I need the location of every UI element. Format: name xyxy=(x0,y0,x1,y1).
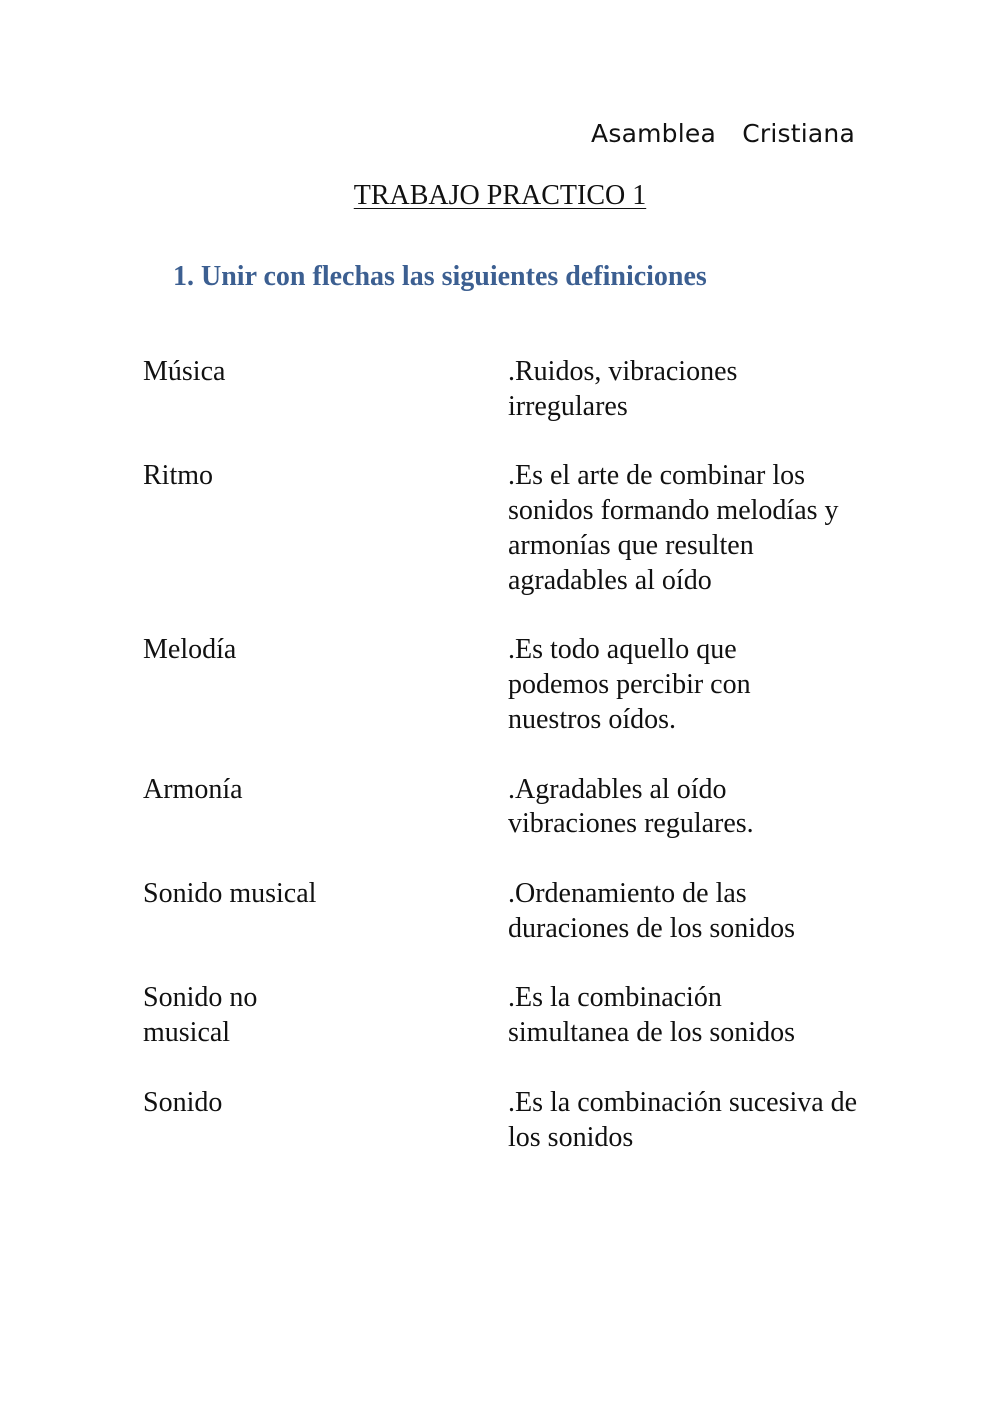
definition-agradables: .Agradables al oído vibraciones regulares. xyxy=(508,773,754,840)
matching-row xyxy=(0,1086,1000,1156)
term-sonido-no-musical: Sonido no musical xyxy=(143,982,258,1049)
definition-sucesiva: .Es la combinación sucesiva de los sonidos xyxy=(508,1086,858,1153)
term-musica: Música xyxy=(143,356,226,387)
instruction-text: 1. Unir con flechas las siguientes definiciones xyxy=(173,261,707,292)
matching-row xyxy=(0,355,1000,425)
term-melodia: Melodía xyxy=(143,634,237,666)
term-ritmo: Ritmo xyxy=(143,460,214,492)
page-title-text: TRABAJO PRACTICO 1 xyxy=(353,180,647,211)
matching-row xyxy=(0,773,1000,843)
matching-row xyxy=(0,459,1000,598)
definition-simultanea: .Es la combinación simultanea de los sonidos xyxy=(508,982,795,1049)
matching-row xyxy=(0,877,1000,947)
matching-row xyxy=(0,981,1000,1051)
matching-exercise xyxy=(0,355,1000,1155)
organization-name: Asamblea Cristiana xyxy=(591,119,855,148)
definition-ruidos: .Ruidos, vibraciones irregulares xyxy=(508,356,738,422)
term-armonia: Armonía xyxy=(143,773,243,805)
page-title xyxy=(0,178,1000,214)
definition-percibir: .Es todo aquello que podemos percibir con nuestros oídos. xyxy=(508,634,751,735)
definition-arte: .Es el arte de combinar los sonidos formando melodías y armonías que resulten agradables al oído xyxy=(508,460,839,596)
definition-ordenamiento: .Ordenamiento de las duraciones de los sonidos xyxy=(508,877,795,944)
term-sonido-musical: Sonido musical xyxy=(143,877,317,909)
matching-row xyxy=(0,633,1000,737)
term-sonido: Sonido xyxy=(143,1086,223,1118)
